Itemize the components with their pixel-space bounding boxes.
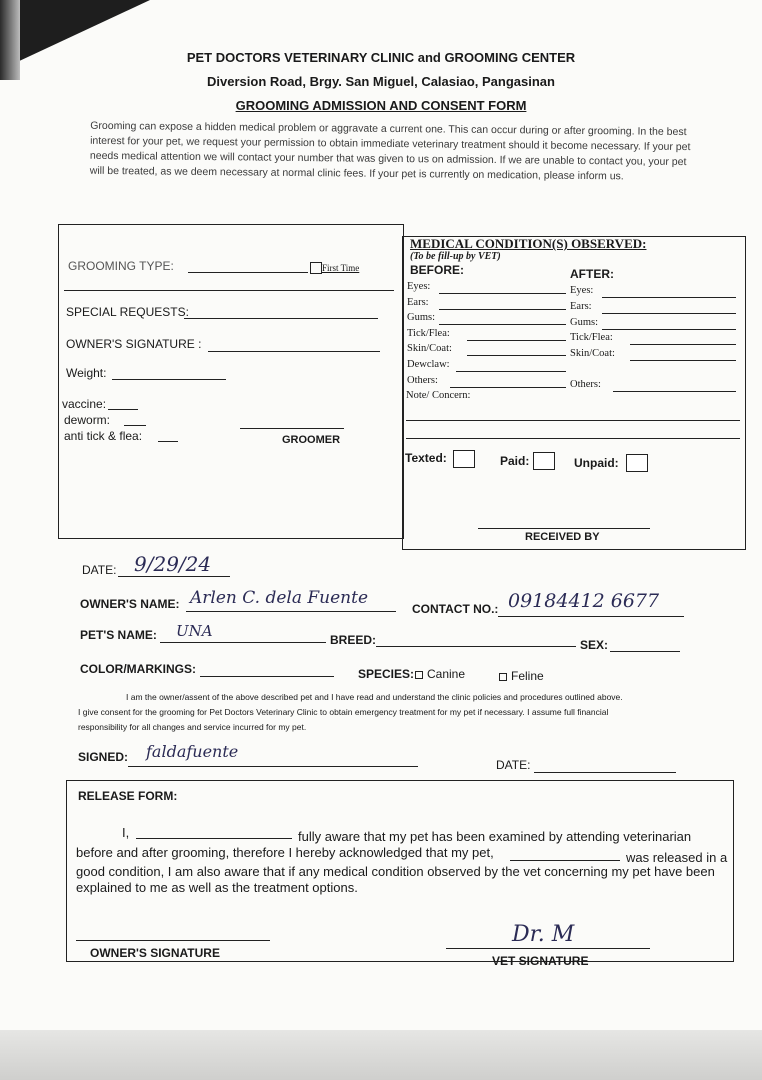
medical-subtitle: (To be fill-up by VET) [410,251,501,262]
before-field-label: Skin/Coat: [407,343,452,355]
before-field-line[interactable] [439,293,566,294]
special-requests-line[interactable] [184,318,378,319]
grooming-type-line[interactable] [188,272,308,273]
species-label: SPECIES: [358,667,415,681]
deworm-line[interactable] [124,425,146,426]
before-field-label: Dewclaw: [407,359,450,370]
owner-name-label: OWNER'S NAME: [80,597,180,611]
before-field-line[interactable] [450,387,566,388]
consent-line-2: I give consent for the grooming for Pet Doctors Veterinary Clinic to obtain emergency treatment for my pet if necessary. I assume full financial [78,707,609,717]
vet-signature-line[interactable] [446,948,650,949]
medical-title: MEDICAL CONDITION(S) OBSERVED: [410,236,647,251]
texted-label: Texted: [405,451,447,465]
after-field-line[interactable] [613,391,736,392]
vet-signature-label: VET SIGNATURE [492,954,589,968]
unpaid-label: Unpaid: [574,456,619,470]
scan-bottom-shadow [0,1030,762,1080]
texted-checkbox[interactable] [453,450,475,468]
before-field-line[interactable] [456,371,566,372]
anti-tick-line[interactable] [158,441,178,442]
before-field-line[interactable] [467,355,566,356]
weight-line[interactable] [112,379,226,380]
before-field-label: Others: [407,374,438,386]
sex-label: SEX: [580,638,609,652]
before-field-label: Ears: [407,296,429,308]
pet-name-value[interactable]: UNA [176,622,213,640]
before-heading: BEFORE: [410,263,464,277]
release-i-label: I, [122,825,130,840]
before-field-line[interactable] [439,324,566,325]
signed-date-line[interactable] [534,772,676,773]
release-line-3: good condition, I am also aware that if any medical condition observed by the vet concerning my pet have been [76,864,715,879]
after-field-line[interactable] [602,313,736,314]
after-field-label: Gums: [570,317,599,328]
release-owner-name-line[interactable] [136,838,292,839]
breed-line[interactable] [376,646,576,647]
owner-signature-label: OWNER'S SIGNATURE [90,946,220,960]
owners-signature-label: OWNER'S SIGNATURE : [66,337,202,351]
after-field-label: Tick/Flea: [570,332,613,343]
contact-value[interactable]: 09184412 6677 [508,590,660,612]
before-field-label: Eyes: [407,281,431,292]
pet-name-label: PET'S NAME: [80,628,157,642]
anti-tick-label: anti tick & flea: [64,429,143,443]
received-by-label: RECEIVED BY [525,531,600,543]
groomer-label: GROOMER [282,434,341,446]
received-by-line[interactable] [478,528,650,529]
note-line-2[interactable] [406,438,740,439]
special-requests-label: SPECIAL REQUESTS: [66,305,189,319]
release-title: RELEASE FORM: [78,789,178,803]
first-time-checkbox[interactable] [310,262,322,274]
clinic-address: Diversion Road, Brgy. San Miguel, Calasiao, Pangasinan [207,74,555,89]
release-line-2-end: was released in a [626,850,728,865]
date-line[interactable] [118,576,230,577]
paid-label: Paid: [500,454,530,468]
owner-name-line[interactable] [186,611,396,612]
vaccine-label: vaccine: [62,397,107,411]
canine-checkbox[interactable] [415,671,423,679]
weight-label: Weight: [66,366,107,380]
scan-edge-shadow [0,0,20,80]
before-field-line[interactable] [439,309,566,310]
before-field-line[interactable] [467,340,566,341]
note-line-1[interactable] [406,420,740,421]
deworm-label: deworm: [64,413,111,427]
after-field-label: Skin/Coat: [570,348,615,359]
first-time-label: First Time [322,263,360,273]
before-field-label: Tick/Flea: [407,327,450,339]
grooming-type-line-2[interactable] [64,290,394,291]
clinic-name: PET DOCTORS VETERINARY CLINIC and GROOMING CENTER [186,50,576,65]
date-label: DATE: [82,563,117,577]
paid-checkbox[interactable] [533,452,555,470]
feline-checkbox[interactable] [499,673,507,681]
date-value[interactable]: 9/29/24 [134,552,212,576]
owners-signature-line[interactable] [208,351,380,352]
unpaid-checkbox[interactable] [626,454,648,472]
vet-signature-value[interactable]: Dr. M [512,922,575,947]
after-field-line[interactable] [602,329,736,330]
note-concern-label: Note/ Concern: [406,390,471,401]
signed-date-label: DATE: [496,758,531,772]
signed-value[interactable]: faldafuente [146,742,239,761]
signed-line[interactable] [128,766,418,767]
pet-name-line[interactable] [160,642,326,643]
groomer-line[interactable] [240,428,344,429]
contact-label: CONTACT NO.: [412,602,499,616]
before-field-label: Gums: [407,312,436,324]
after-field-label: Eyes: [570,285,594,296]
breed-label: BREED: [330,633,377,647]
grooming-type-label: GROOMING TYPE: [68,259,174,273]
form-title: GROOMING ADMISSION AND CONSENT FORM [235,98,527,113]
contact-line[interactable] [498,616,684,617]
after-heading: AFTER: [570,267,614,281]
consent-line-1: I am the owner/assent of the above described pet and I have read and understand the clinic policies and procedures outlined above. [126,692,623,702]
release-line-4: explained to me as well as the treatment options. [76,880,358,895]
intro-paragraph: Grooming can expose a hidden medical problem or aggravate a current one. This can occur during or after grooming. In the best interest for your pet, we request your permission to obtain immediate veterinary treatment should it become necessary. If your pet needs medical attention we will contact your number that was given to us on admission. If we are unable to contact you, your pet will be treated, as we deem necessary at normal clinic fees. If your pet is currently on medication, please inform us. [89,119,691,183]
owner-signature-line[interactable] [76,940,270,941]
after-field-label: Others: [570,379,601,390]
release-line-1: fully aware that my pet has been examined by attending veterinarian [298,829,692,844]
owner-name-value[interactable]: Arlen C. dela Fuente [190,588,369,608]
color-markings-label: COLOR/MARKINGS: [80,662,196,676]
release-line-2: before and after grooming, therefore I hereby acknowledged that my pet, [76,845,494,860]
feline-label: Feline [511,669,544,683]
after-field-label: Ears: [570,301,592,312]
signed-label: SIGNED: [78,750,129,764]
after-field-line[interactable] [602,297,736,298]
after-field-line[interactable] [630,344,736,345]
after-field-line[interactable] [630,360,736,361]
release-pet-name-line[interactable] [510,860,620,861]
consent-line-3: responsibility for all changes and service incurred for my pet. [78,722,307,732]
vaccine-line[interactable] [108,409,138,410]
canine-label: Canine [427,667,466,681]
color-markings-line[interactable] [200,676,334,677]
sex-line[interactable] [610,651,680,652]
